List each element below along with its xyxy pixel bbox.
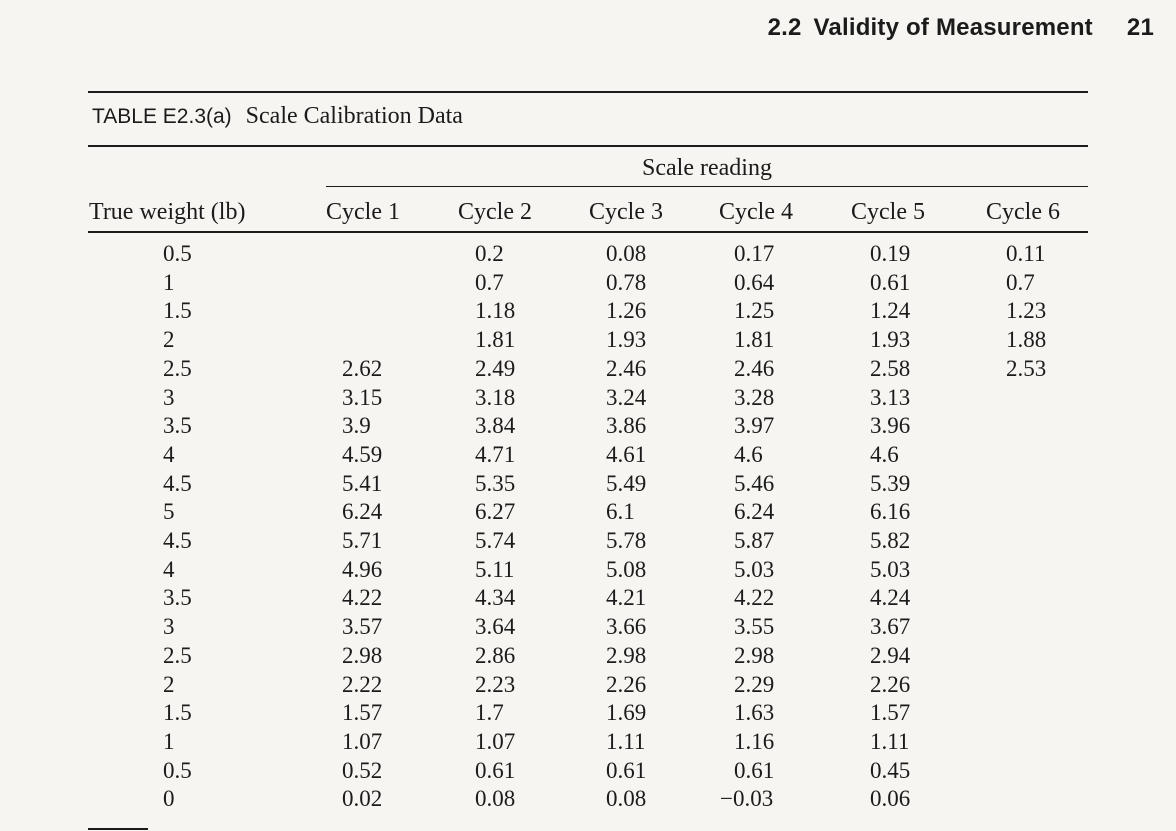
table-cell: 0.61: [734, 757, 775, 783]
table-cell: 0.52: [342, 757, 383, 783]
table-cell: 5.11: [475, 556, 515, 582]
table-cell: 5.71: [342, 528, 383, 553]
table-row: [0, 585, 1176, 614]
table-row: [0, 557, 1176, 586]
table-cell: 0.08: [475, 786, 516, 812]
table-cell: 6.24: [734, 499, 775, 525]
table-cell: 3.9: [342, 413, 371, 439]
table-cell: 5.41: [342, 470, 383, 496]
table-row: [0, 471, 1176, 500]
table-cell: 0.11: [1006, 241, 1046, 266]
table-cell: 0.61: [870, 269, 911, 295]
table-cell: 4.21: [606, 585, 647, 611]
table-cell: 4: [163, 441, 175, 467]
table-cell: 6.24: [342, 499, 383, 525]
table-cell: 2.46: [606, 355, 647, 381]
section-title: Validity of Measurement: [813, 14, 1093, 41]
table-row: [0, 442, 1176, 471]
group-header-rule: [326, 186, 1088, 187]
table-cell: 0: [163, 786, 175, 812]
table-title: Scale Calibration Data: [245, 103, 463, 129]
table-cell: 1.57: [342, 700, 383, 726]
table-cell: 5.35: [475, 470, 516, 496]
table-cell: 0.7: [475, 269, 504, 295]
table-cell: 1.81: [734, 327, 775, 353]
running-header: [768, 14, 1154, 42]
section-heading: [768, 14, 1093, 42]
table-cell: 4.96: [342, 556, 383, 582]
group-header-scale-reading: Scale reading: [642, 155, 772, 181]
table-cell: 5.49: [606, 470, 647, 496]
column-header-2: Cycle 2: [458, 199, 532, 225]
table-cell: 1: [163, 269, 175, 295]
table-cell: 4.22: [734, 585, 775, 611]
table-row: [0, 327, 1176, 356]
table-cell: 5.82: [870, 528, 911, 553]
table-cell: 4.5: [163, 470, 192, 496]
table-cell: 2.5: [163, 355, 192, 381]
table-row: [0, 270, 1176, 299]
table-cell: 2.49: [475, 355, 516, 381]
table-cell: 1.57: [870, 700, 911, 726]
table-cell: 3.97: [734, 413, 775, 439]
table-cell: 2.53: [1006, 355, 1047, 381]
table-cell: 1.18: [475, 298, 516, 324]
table-cell: 2.86: [475, 642, 516, 668]
table-cell: 3.5: [163, 413, 192, 439]
column-header-4: Cycle 4: [719, 199, 793, 225]
table-row: [0, 298, 1176, 327]
table-cell: 5.03: [870, 556, 911, 582]
table-row: [0, 356, 1176, 385]
table-cell: 0.06: [870, 786, 911, 812]
column-header-0: True weight (lb): [89, 199, 246, 225]
table-cell: 1.11: [870, 728, 910, 754]
table-cell: 3.67: [870, 614, 911, 640]
table-cell: 3.55: [734, 614, 775, 640]
table-cell: 0.2: [475, 241, 504, 266]
table-cell: 2.22: [342, 671, 383, 697]
table-cell: 1: [163, 728, 175, 754]
table-cell: 0.78: [606, 269, 647, 295]
column-header-rule: [88, 231, 1088, 233]
table-cell: 0.08: [606, 241, 647, 266]
table-cell: 1.63: [734, 700, 775, 726]
table-cell: 3.18: [475, 384, 516, 410]
table-cell: 4.24: [870, 585, 911, 611]
table-cell: 3.5: [163, 585, 192, 611]
table-cell: 1.69: [606, 700, 647, 726]
table-row: [0, 413, 1176, 442]
table-cell: 1.25: [734, 298, 775, 324]
table-row: [0, 786, 1176, 815]
table-cell: 0.19: [870, 241, 911, 266]
table-cell: 3.86: [606, 413, 647, 439]
table-cell: 2.98: [342, 642, 383, 668]
table-cell: 2.23: [475, 671, 516, 697]
table-cell: 0.17: [734, 241, 775, 266]
table-label: TABLE E2.3(a): [92, 105, 232, 128]
table-cell: 5.74: [475, 528, 516, 553]
table-caption: [92, 103, 463, 130]
section-number: 2.2: [767, 14, 802, 41]
table-row: [0, 241, 1176, 270]
table-cell: 4: [163, 556, 175, 582]
table-row: [0, 528, 1176, 557]
caption-rule: [88, 145, 1088, 147]
table-cell: 4.71: [475, 441, 516, 467]
table-top-rule: [88, 91, 1088, 93]
table-cell: 5.78: [606, 528, 647, 553]
table-row: [0, 643, 1176, 672]
page-number: 21: [1126, 14, 1154, 41]
table-cell: 2.98: [734, 642, 775, 668]
column-header-5: Cycle 5: [851, 199, 925, 225]
table-cell: 3.24: [606, 384, 647, 410]
table-row: [0, 499, 1176, 528]
table-cell: 1.11: [606, 728, 646, 754]
table-row: [0, 672, 1176, 701]
table-cell: 2: [163, 671, 175, 697]
table-cell: 5.08: [606, 556, 647, 582]
table-cell: 1.07: [475, 728, 516, 754]
table-cell: 1.93: [606, 327, 647, 353]
table-cell: 2.29: [734, 671, 775, 697]
column-header-3: Cycle 3: [589, 199, 663, 225]
table-cell: 6.1: [606, 499, 635, 525]
table-cell: 3.64: [475, 614, 516, 640]
table-cell: 1.7: [475, 700, 504, 726]
table-cell: 5.39: [870, 470, 911, 496]
table-cell: 0.61: [475, 757, 516, 783]
table-cell: 5.03: [734, 556, 775, 582]
table-cell: 3.57: [342, 614, 383, 640]
table-cell: 6.16: [870, 499, 911, 525]
table-cell: 0.45: [870, 757, 911, 783]
table-cell: 3: [163, 384, 175, 410]
table-row: [0, 700, 1176, 729]
table-cell: 1.24: [870, 298, 911, 324]
table-cell: 3.96: [870, 413, 911, 439]
table-cell: 6.27: [475, 499, 516, 525]
table-cell: 4.6: [870, 441, 899, 467]
table-cell: −0.03: [720, 786, 774, 812]
table-row: [0, 758, 1176, 787]
table-bottom-rule: [88, 828, 148, 830]
table-cell: 1.5: [163, 298, 192, 324]
column-header-1: Cycle 1: [326, 199, 400, 225]
table-cell: 0.5: [163, 757, 192, 783]
table-cell: 3.84: [475, 413, 516, 439]
table-cell: 2.98: [606, 642, 647, 668]
table-cell: 2.94: [870, 642, 911, 668]
table-cell: 2.26: [606, 671, 647, 697]
table-cell: 4.5: [163, 528, 192, 553]
table-cell: 4.61: [606, 441, 647, 467]
table-cell: 5: [163, 499, 175, 525]
table-cell: 2.62: [342, 355, 383, 381]
table-cell: 0.7: [1006, 269, 1035, 295]
table-cell: 3.28: [734, 384, 775, 410]
table-cell: 0.5: [163, 241, 192, 266]
table-cell: 1.5: [163, 700, 192, 726]
table-cell: 4.59: [342, 441, 383, 467]
table-cell: 1.88: [1006, 327, 1047, 353]
table-cell: 3.13: [870, 384, 911, 410]
table-cell: 0.02: [342, 786, 383, 812]
table-cell: 2.26: [870, 671, 911, 697]
table-cell: 3.66: [606, 614, 647, 640]
table-cell: 4.6: [734, 441, 763, 467]
table-cell: 2.46: [734, 355, 775, 381]
table-cell: 1.81: [475, 327, 516, 353]
table-cell: 4.22: [342, 585, 383, 611]
table-cell: 2.58: [870, 355, 911, 381]
table-cell: 0.61: [606, 757, 647, 783]
table-cell: 1.93: [870, 327, 911, 353]
table-cell: 4.34: [475, 585, 516, 611]
table-cell: 2: [163, 327, 175, 353]
table-cell: 0.64: [734, 269, 775, 295]
table-cell: 1.26: [606, 298, 647, 324]
table-cell: 1.16: [734, 728, 775, 754]
table-cell: 0.08: [606, 786, 647, 812]
table-row: [0, 614, 1176, 643]
column-header-6: Cycle 6: [986, 199, 1060, 225]
table-row: [0, 729, 1176, 758]
table-cell: 3: [163, 614, 175, 640]
table-row: [0, 385, 1176, 414]
table-cell: 3.15: [342, 384, 383, 410]
table-cell: 5.46: [734, 470, 775, 496]
table-cell: 2.5: [163, 642, 192, 668]
table-cell: 5.87: [734, 528, 775, 553]
table-cell: 1.07: [342, 728, 383, 754]
table-cell: 1.23: [1006, 298, 1047, 324]
